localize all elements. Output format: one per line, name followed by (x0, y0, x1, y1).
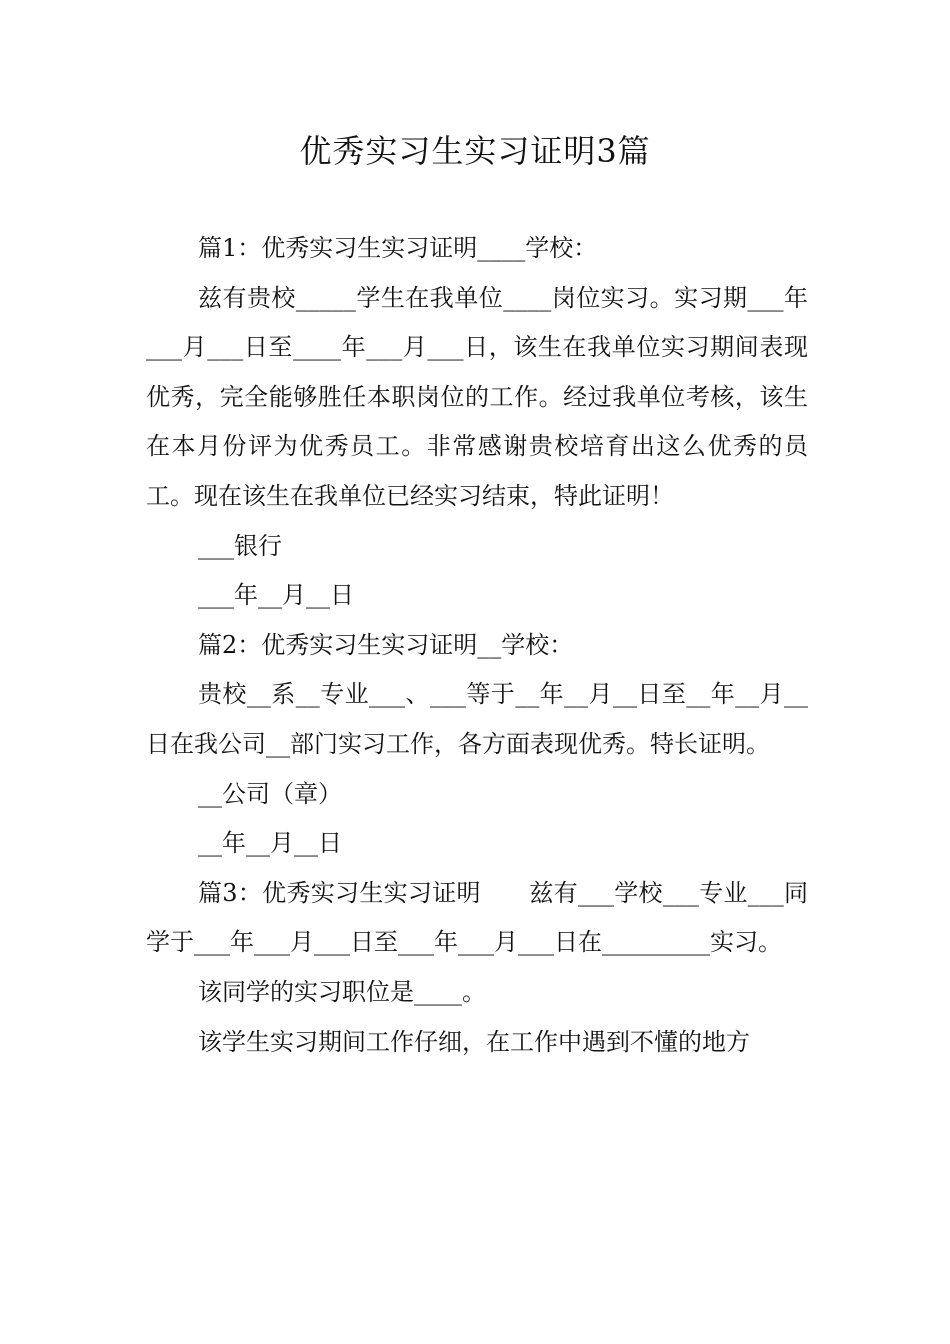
paragraph-9: 篇3：优秀实习生实习证明 兹有___学校___专业___同学于___年___月___日至___年___月___日在_________实习。 (146, 878, 808, 957)
document-body (146, 224, 808, 1067)
paragraph-2: 兹有贵校_____学生在我单位____岗位实习。实习期___年___月___日至____年___月___日，该生在我单位实习期间表现优秀，完全能够胜任本职岗位的工作。经过我单位考核，该生在本月份评为优秀员工。非常感谢贵校培育出这么优秀的员工。现在该生在我单位已经实习结束，特此证明！ (146, 283, 808, 510)
paragraph-5: 篇2：优秀实习生实习证明__学校： (198, 630, 574, 659)
paragraph-10: 该同学的实习职位是____。 (198, 977, 486, 1006)
paragraph-4: ___年__月__日 (198, 581, 354, 610)
document-title: 优秀实习生实习证明3篇 (299, 132, 651, 170)
paragraph-1: 篇1：优秀实习生实习证明____学校： (198, 234, 598, 262)
paragraph-7: __公司（章） (198, 779, 342, 808)
paragraph-8: __年__月__日 (198, 829, 342, 858)
paragraph-11: 该学生实习期间工作仔细，在工作中遇到不懂的地方 (198, 1027, 750, 1056)
paragraph-6: 贵校__系__专业___、___等于__年__月__日至__年__月__日在我公司__部门实习工作，各方面表现优秀。特长证明。 (146, 680, 808, 758)
paragraph-3: ___银行 (198, 531, 282, 560)
